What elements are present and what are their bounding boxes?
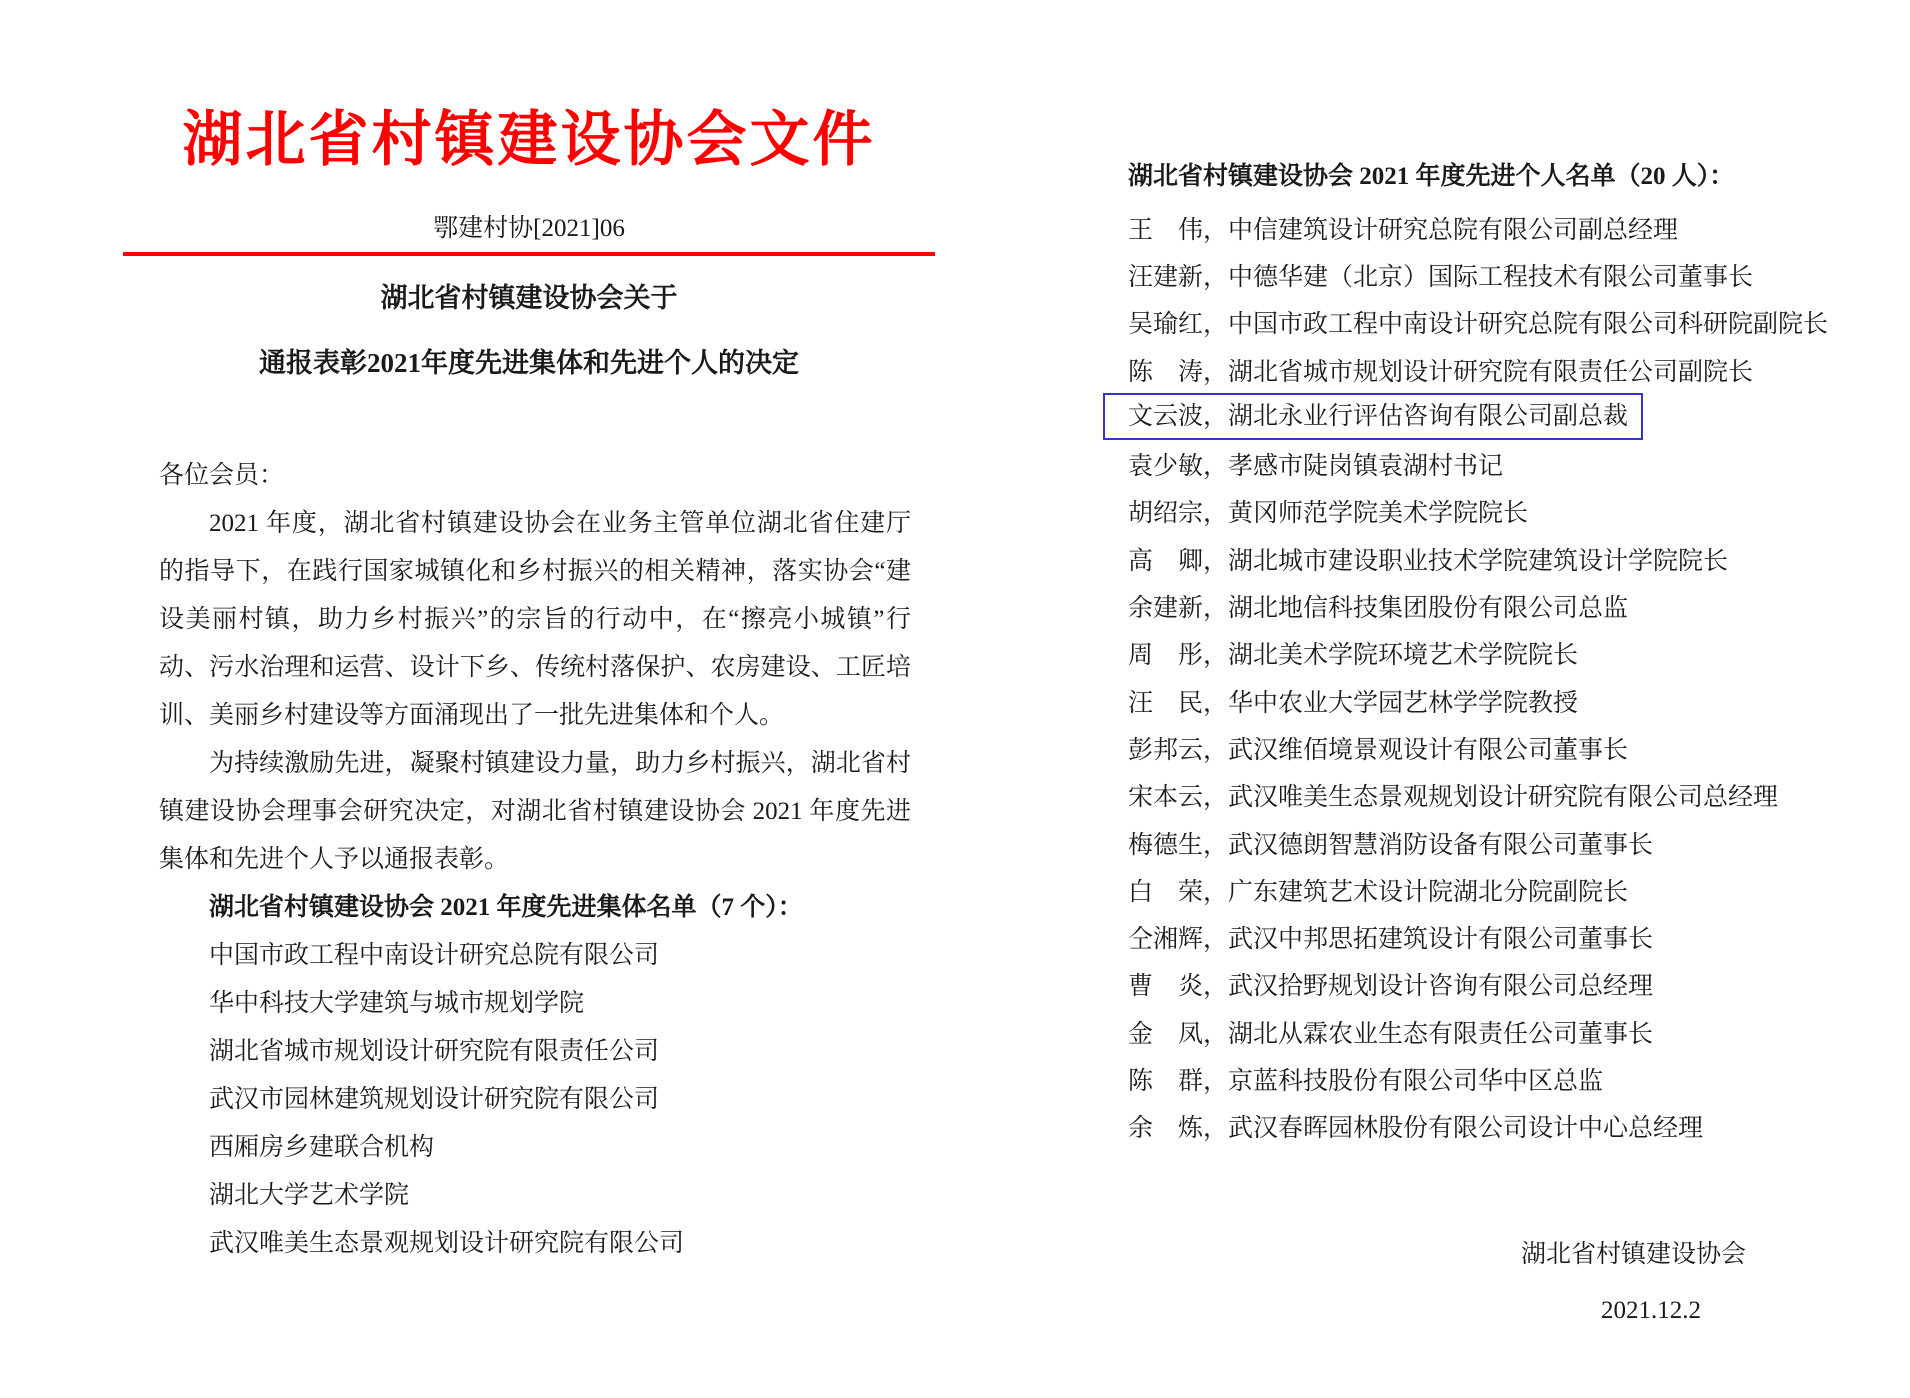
individual-item-highlighted: [1128, 393, 1778, 440]
individual-item: [1128, 1008, 1778, 1055]
individual-item-text: 宋本云，武汉唯美生态景观规划设计研究院有限公司总经理: [1128, 784, 1779, 812]
individuals-heading: 湖北省村镇建设协会 2021 年度先进个人名单（20 人）：: [1128, 163, 1735, 190]
individual-item: [1128, 819, 1778, 866]
document-body: [159, 452, 911, 1268]
doc-title-line1: 湖北省村镇建设协会关于: [380, 283, 678, 313]
individual-item: [1128, 677, 1778, 724]
paragraph: 为持续激励先进，凝聚村镇建设力量，助力乡村振兴，湖北省村镇建设协会理事会研究决定，对湖北省村镇建设协会 2021 年度先进集体和先进个人予以通报表彰。: [159, 750, 911, 873]
individual-item: [1128, 724, 1778, 771]
signature: 湖北省村镇建设协会: [1520, 1241, 1746, 1268]
collective-item: [159, 1076, 911, 1124]
individual-item-text: 胡绍宗，黄冈师范学院美术学院院长: [1128, 500, 1529, 528]
individual-item-text: 彭邦云，武汉维佰境景观设计有限公司董事长: [1128, 736, 1629, 764]
individual-item-text: 白 荣，广东建筑艺术设计院湖北分院副院长: [1128, 878, 1629, 906]
collective-item: [159, 1028, 911, 1076]
individuals-list: [1128, 204, 1829, 1150]
collective-item-text: 湖北省城市规划设计研究院有限责任公司: [209, 1038, 660, 1065]
individual-item: [1128, 488, 1778, 535]
individual-item: [1128, 299, 1829, 346]
collective-item: [159, 1172, 911, 1220]
individual-item-text: 汪建新，中德华建（北京）国际工程技术有限公司董事长: [1128, 263, 1754, 291]
individual-item: [1128, 913, 1778, 960]
collective-item: [159, 980, 911, 1028]
collectives-list: [159, 932, 911, 1268]
salutation: 各位会员：: [159, 462, 285, 489]
individual-item-text: 王 伟，中信建筑设计研究总院有限公司副总经理: [1128, 216, 1679, 244]
date: 2021.12.2: [1601, 1297, 1701, 1324]
collectives-heading: 湖北省村镇建设协会 2021 年度先进集体名单（7 个）：: [209, 894, 803, 921]
red-divider: [123, 252, 935, 256]
collective-item-text: 武汉唯美生态景观规划设计研究院有限公司: [209, 1230, 685, 1257]
individual-item-text: 吴瑜红，中国市政工程中南设计研究总院有限公司科研院副院长: [1128, 311, 1829, 339]
individual-item-text: 梅德生，武汉德朗智慧消防设备有限公司董事长: [1128, 831, 1654, 859]
individual-item-text: 高 卿，湖北城市建设职业技术学院建筑设计学院院长: [1128, 547, 1729, 575]
collective-item: [159, 1220, 911, 1268]
left-page: [123, 0, 935, 1398]
collective-item-text: 中国市政工程中南设计研究总院有限公司: [209, 942, 660, 969]
individual-item: [1128, 1103, 1778, 1150]
individual-item-text: 金 凤，湖北从霖农业生态有限责任公司董事长: [1128, 1020, 1654, 1048]
individual-item: [1128, 772, 1778, 819]
individual-item-text: 袁少敏，孝感市陡岗镇袁湖村书记: [1128, 453, 1504, 481]
collective-item: [159, 1124, 911, 1172]
individual-item-text: 余建新，湖北地信科技集团股份有限公司总监: [1128, 595, 1629, 623]
individual-item: [1128, 582, 1778, 629]
individual-item: [1128, 535, 1778, 582]
collective-item-text: 华中科技大学建筑与城市规划学院: [209, 990, 585, 1017]
org-title: 湖北省村镇建设协会文件: [182, 107, 876, 173]
collective-item: [159, 932, 911, 980]
collective-item-text: 西厢房乡建联合机构: [209, 1134, 435, 1161]
individual-item-text: 曹 炎，武汉拾野规划设计咨询有限公司总经理: [1128, 973, 1654, 1001]
doc-number: 鄂建村协[2021]06: [433, 215, 625, 242]
individual-item: [1128, 346, 1778, 393]
paragraph: 2021 年度，湖北省村镇建设协会在业务主管单位湖北省住建厅的指导下，在践行国家城镇化和乡村振兴的相关精神，落实协会“建设美丽村镇，助力乡村振兴”的宗旨的行动中，在“擦亮小城镇”行动、污水治理和运营、设计下乡、传统村落保护、农房建设、工匠培训、美丽乡村建设等方面涌现出了一批先进集体和个人。: [159, 510, 911, 729]
individual-item: [1128, 251, 1778, 298]
individual-item-text: 陈 涛，湖北省城市规划设计研究院有限责任公司副院长: [1128, 358, 1754, 386]
collective-item-text: 武汉市园林建筑规划设计研究院有限公司: [209, 1086, 660, 1113]
individual-item-text: 仝湘辉，武汉中邦思拓建筑设计有限公司董事长: [1128, 926, 1654, 954]
individual-item-text: 周 彤，湖北美术学院环境艺术学院院长: [1128, 642, 1579, 670]
doc-title-line2: 通报表彰2021年度先进集体和先进个人的决定: [259, 348, 799, 378]
individual-item: [1128, 1055, 1778, 1102]
individual-item-text: 汪 民，华中农业大学园艺林学学院教授: [1128, 689, 1579, 717]
right-page: [1128, 0, 1829, 1398]
individual-item: [1128, 961, 1778, 1008]
individual-item: [1128, 866, 1778, 913]
individual-item: [1128, 630, 1778, 677]
collective-item-text: 湖北大学艺术学院: [209, 1182, 410, 1209]
individual-item: [1128, 440, 1778, 487]
individual-item: [1128, 204, 1778, 251]
individual-item-text: 文云波，湖北永业行评估咨询有限公司副总裁: [1103, 393, 1643, 440]
individual-item-text: 余 炼，武汉春晖园林股份有限公司设计中心总经理: [1128, 1115, 1704, 1143]
individual-item-text: 陈 群，京蓝科技股份有限公司华中区总监: [1128, 1067, 1604, 1095]
